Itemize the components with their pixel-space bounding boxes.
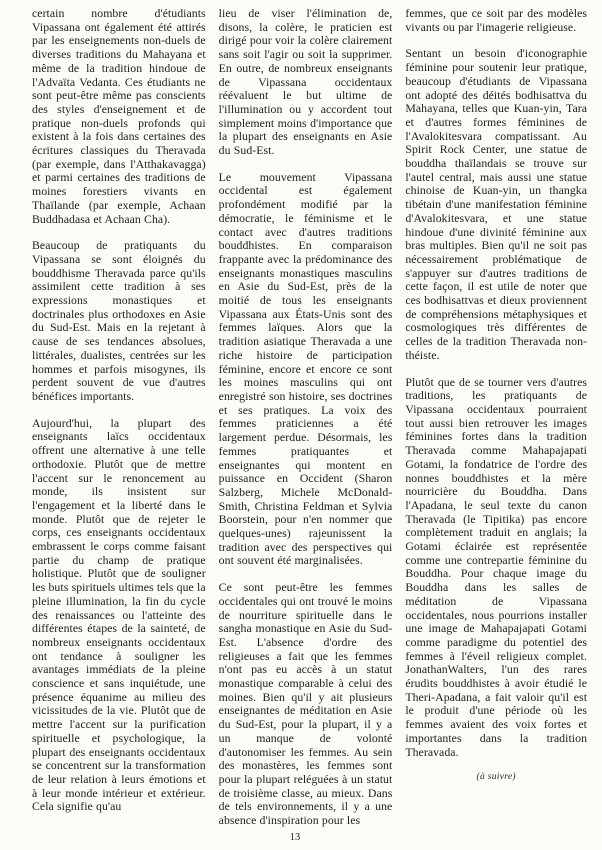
- paragraph: lieu de viser l'élimination de, disons, la colère, le praticien est dirigé pour voir la colère clairement sans soit l'agir ou soit la supprimer. En outre, de nombreux enseignants de Vipassana occidentaux réévaluent le but ultime de l'illumination ou y accordent tout simplement moins d'importance que la plupart des enseignants en Asie du Sud-Est.: [218, 6, 393, 158]
- paragraph: Sentant un besoin d'iconographie féminine pour soutenir leur pratique, beaucoup d'étudiants de Vipassana ont adopté des déités bodhisattva du Mahayana, telles que Kuan-yin, Tara et d'autres formes féminines de l'Avalokitesvara compatissant. Au Spirit Rock Center, une statue de bouddha thaïlandais se trouve sur l'autel central, mais aussi une statue chinoise de Kuan-yin, un thangka tibétain d'une manifestation féminine d'Avalokitesvara, et une statue hindoue d'une divinité féminine aux bras multiples. Bien qu'il ne soit pas nécessairement problématique de s'appuyer sur d'autres traditions de cette façon, il est utile de noter que ces bodhisattvas et dieux proviennent de compréhensions métaphysiques et cosmologiques très différentes de celles de la tradition Theravada non-théiste.: [405, 46, 588, 362]
- page-number: 13: [289, 832, 301, 843]
- text-columns: [32, 7, 587, 841]
- to-be-continued-note: (à suivre): [476, 772, 516, 783]
- paragraph: Plutôt que de se tourner vers d'autres traditions, les pratiquants de Vipassana occidentaux pourraient tout aussi bien retrouver les images féminines fortes dans la tradition Theravada comme Mahapajapati Gotami, la fondatrice de l'ordre des nonnes bouddhistes et la mère nourricière du Bouddha. Dans l'Apadana, le seul texte du canon Theravada (le Tipitika) pas encore complètement traduit en anglais; la Gotami éclairée est représentée comme une contrepartie féminine du Bouddha. Pour chaque image du Bouddha dans les salles de méditation de Vipassana occidentales, nous pourrions installer une image de Mahapajapati Gotami comme paradigme du potentiel des femmes à l'éveil religieux complet. JonathanWalters, l'un des rares érudits bouddhistes à avoir étudié le Theri-Apadana, a fait valoir qu'il est le produit d'une période où les femmes avaient des voix fortes et importantes dans la tradition Theravada.: [405, 374, 588, 759]
- text-column-3: [405, 7, 587, 841]
- text-column-2: [219, 7, 393, 841]
- paragraph: Aujourd'hui, la plupart des enseignants laïcs occidentaux offrent une alternative à une telle orthodoxie. Plutôt que de mettre l'accent sur le renoncement au monde, ils insistent sur l'engagement et la liberté dans le monde. Plutôt que de rejeter le corps, ces enseignants occidentaux embrassent le corps comme faisant partie du champ de pratique holistique. Plutôt que de souligner les buts spirituels ultimes tels que la pleine illumination, la fin du cycle des renaissances ou l'atteinte des différentes étapes de la sainteté, de nombreux enseignants occidentaux ont tendance à souligner les avantages immédiats de la pleine conscience et sans inquiétude, une présence équanime au milieu des vicissitudes de la vie. Plutôt que de mettre l'accent sur la purification spirituelle et psychologique, la plupart des enseignants occidentaux se concentrent sur la transformation de leur relation à leurs émotions et à leur monde intérieur et extérieur. Cela signifie qu'au: [32, 415, 206, 814]
- paragraph: Ce sont peut-être les femmes occidentales qui ont trouvé le moins de nourriture spirituelle dans le sangha monastique en Asie du Sud-Est. L'absence d'ordre des religieuses a fait que les femmes n'ont pas eu accès à un statut monastique comparable à celui des moines. Bien qu'il y ait plusieurs enseignantes de méditation en Asie du Sud-Est, pour la plupart, il y a un manque de volonté d'autonomiser les femmes. Au sein des monastères, les femmes sont pour la plupart reléguées à un statut de troisième classe, au mieux. Dans de tels environnements, il y a une absence d'inspiration pour les: [218, 580, 393, 828]
- paragraph: certain nombre d'étudiants Vipassana ont également été attirés par les enseignements non-duels de diverses traditions du Mahayana et même de la tradition hindoue de l'Advaïta Vedanta. Ces étudiants ne sont peut-être même pas conscients des styles d'enseignement et de pratique non-duels profonds qui existent à la fois dans certaines des écritures classiques du Theravada (par exemple, dans l'Atthakavagga) et parmi certaines des traditions de moines forestiers vivants en Thaïlande (par exemple, Achaan Buddhadasa et Achaan Cha).: [32, 6, 206, 226]
- paragraph: Beaucoup de pratiquants du Vipassana se sont éloignés du bouddhisme Theravada parce qu'ils assimilent cette tradition à ses expressions monastiques et doctrinales plus orthodoxes en Asie du Sud-Est. Mais en la rejetant à cause de ses tendances absolues, littérales, dualistes, centrées sur les hommes et parfois misogynes, ils perdent souvent de vue d'autres bénéfices importants.: [32, 238, 206, 403]
- text-column-1: [32, 7, 206, 841]
- paragraph: Le mouvement Vipassana occidental est également profondément modifié par la démocratie, le féminisme et le contact avec d'autres traditions bouddhistes. En comparaison frappante avec la prédominance des enseignants monastiques masculins en Asie du Sud-Est, près de la moitié de tous les enseignants Vipassana aux États-Unis sont des femmes laïques. Alors que la tradition asiatique Theravada a une riche histoire de participation féminine, encore et encore ce sont les moines masculins qui ont enregistré son histoire, ses doctrines et ses pratiques. La voix des femmes praticiennes a été largement perdue. Désormais, les femmes pratiquantes et enseignantes qui montent en puissance en Occident (Sharon Salzberg, Michele McDonald-Smith, Christina Feldman et Sylvia Boorstein, pour n'en nommer que quelques-unes) rajeunissent la tradition avec des perspectives qui ont souvent été marginalisées.: [218, 169, 393, 568]
- paragraph: femmes, que ce soit par des modèles vivants ou par l'imagerie religieuse.: [405, 6, 588, 34]
